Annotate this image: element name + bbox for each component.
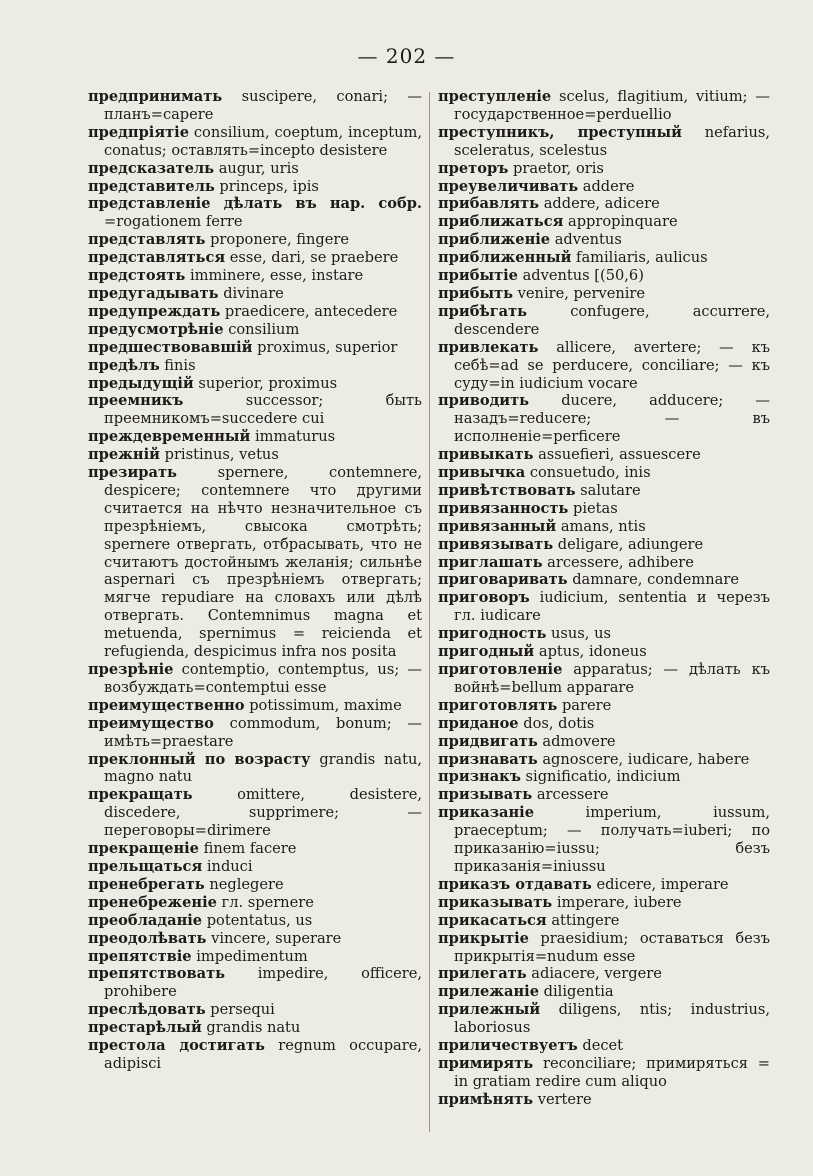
entry-headword: прикрытіе bbox=[438, 929, 529, 947]
entry-headword: приготовлять bbox=[438, 696, 558, 714]
entry-translation: induci bbox=[206, 857, 253, 875]
entry-translation: superior, proximus bbox=[198, 374, 338, 392]
dictionary-entry bbox=[88, 88, 422, 124]
dictionary-entry bbox=[88, 965, 422, 1001]
entry-translation: parere bbox=[561, 696, 612, 714]
entry-headword: преслѣдовать bbox=[88, 1001, 206, 1019]
dictionary-entry bbox=[438, 661, 770, 697]
entry-translation: admovere bbox=[542, 732, 616, 750]
dictionary-entry bbox=[88, 912, 422, 930]
entry-headword: презрѣніе bbox=[88, 661, 174, 678]
entry-translation: pietas bbox=[572, 499, 618, 517]
entry-headword: преклонный по возрасту bbox=[88, 750, 311, 768]
entry-headword: представлять bbox=[88, 231, 206, 249]
dictionary-entry bbox=[438, 965, 770, 983]
dictionary-entry bbox=[438, 912, 770, 930]
entry-translation: =rogationem ferre bbox=[104, 213, 243, 231]
entry-headword: приводить bbox=[438, 392, 530, 410]
entry-headword: прибыть bbox=[438, 284, 514, 302]
dictionary-entry bbox=[88, 249, 422, 267]
dictionary-entry bbox=[88, 1019, 422, 1037]
dictionary-entry bbox=[438, 697, 770, 715]
entry-headword: привѣтствовать bbox=[438, 481, 576, 499]
entry-translation: assuefieri, assuescere bbox=[538, 446, 701, 464]
entry-translation: confugere, accurrere, descendere bbox=[454, 302, 770, 338]
dictionary-entry bbox=[438, 715, 770, 733]
entry-translation: vertere bbox=[537, 1090, 592, 1108]
entry-translation: arcessere bbox=[536, 786, 609, 804]
entry-headword: преторъ bbox=[438, 159, 509, 177]
dictionary-entry bbox=[438, 213, 770, 231]
dictionary-entry bbox=[88, 661, 422, 697]
dictionary-entry bbox=[88, 195, 422, 231]
entry-headword: преувеличивать bbox=[438, 177, 579, 195]
entry-headword: привыкать bbox=[438, 446, 534, 464]
entry-translation: grandis natu bbox=[206, 1019, 301, 1037]
entry-translation: diligens, ntis; industrius, laboriosus bbox=[454, 1001, 770, 1037]
entry-translation: familiaris, aulicus bbox=[576, 249, 708, 267]
dictionary-entry bbox=[438, 751, 770, 769]
entry-translation: arcessere, adhibere bbox=[547, 553, 694, 571]
entry-headword: престарѣлый bbox=[88, 1019, 202, 1037]
entry-headword: пригодность bbox=[438, 625, 547, 643]
entry-headword: привязывать bbox=[438, 535, 554, 553]
entry-headword: признавать bbox=[438, 750, 538, 768]
entry-headword: предпринимать bbox=[88, 88, 223, 105]
dictionary-entry bbox=[438, 643, 770, 661]
entry-translation: salutare bbox=[580, 481, 641, 499]
entry-headword: приближеніе bbox=[438, 231, 551, 249]
dictionary-entry bbox=[438, 160, 770, 178]
entry-translation: damnare, condemnare bbox=[572, 571, 739, 589]
entry-translation: finis bbox=[164, 356, 196, 374]
entry-headword: предстоять bbox=[88, 267, 186, 285]
entry-translation: regnum occupare, adipisci bbox=[104, 1037, 422, 1072]
entry-translation: agnoscere, iudicare, habere bbox=[542, 750, 750, 768]
dictionary-entry bbox=[438, 482, 770, 500]
dictionary-entry bbox=[438, 804, 770, 876]
entry-translation: iudicium, sententia и черезъ гл. iudicare bbox=[454, 589, 771, 625]
page-number: — 202 — bbox=[357, 44, 456, 68]
entry-translation: esse, dari, se praebere bbox=[229, 249, 399, 267]
entry-headword: препятствовать bbox=[88, 965, 226, 983]
entry-headword: престола достигать bbox=[88, 1037, 265, 1055]
entry-headword: представленіе дѣлать въ нар. собр. bbox=[88, 195, 422, 213]
dictionary-entry bbox=[438, 1001, 770, 1037]
dictionary-entry bbox=[438, 285, 770, 303]
entry-headword: прилежаніе bbox=[438, 983, 539, 1001]
dictionary-entry bbox=[88, 392, 422, 428]
dictionary-entry bbox=[438, 786, 770, 804]
entry-headword: представитель bbox=[88, 177, 215, 195]
entry-translation: decet bbox=[582, 1037, 624, 1055]
dictionary-entry bbox=[438, 339, 770, 393]
entry-headword: прибытіе bbox=[438, 267, 518, 285]
dictionary-entry bbox=[438, 518, 770, 536]
entry-headword: преодолѣвать bbox=[88, 929, 207, 947]
entry-translation: consilium, coeptum, inceptum, conatus; оставлять=incepto desistere bbox=[104, 123, 422, 159]
entry-translation: attingere bbox=[551, 911, 620, 929]
entry-translation: nefarius, sceleratus, scelestus bbox=[454, 123, 770, 159]
entry-headword: предшествовавшій bbox=[88, 338, 253, 356]
entry-translation: pristinus, vetus bbox=[164, 446, 279, 464]
entry-translation: scelus, flagitium, vitium; — государственное=perduellio bbox=[454, 88, 770, 123]
entry-headword: привязанный bbox=[438, 517, 557, 535]
dictionary-entry bbox=[88, 160, 422, 178]
entry-translation: imperium, iussum, praeceptum; — получать=iuberi; по приказанію=iussu; безъ приказанія=iniussu bbox=[454, 804, 770, 875]
left-column bbox=[88, 88, 422, 1073]
entry-headword: приговаривать bbox=[438, 571, 568, 589]
entry-translation: deligare, adiungere bbox=[557, 535, 704, 553]
dictionary-entry bbox=[438, 267, 770, 285]
dictionary-entry bbox=[438, 1055, 770, 1091]
entry-translation: omittere, desistere, discedere, supprimere; — переговоры=dirimere bbox=[104, 786, 422, 840]
dictionary-entry bbox=[88, 124, 422, 160]
entry-translation: dos, dotis bbox=[523, 714, 595, 732]
entry-translation: adiacere, vergere bbox=[531, 965, 662, 983]
entry-headword: предугадывать bbox=[88, 284, 219, 302]
dictionary-entry bbox=[438, 178, 770, 196]
entry-headword: примирять bbox=[438, 1054, 534, 1072]
entry-translation: persequi bbox=[210, 1001, 275, 1019]
entry-translation: consilium bbox=[228, 320, 300, 338]
dictionary-entry bbox=[438, 392, 770, 446]
dictionary-entry bbox=[88, 267, 422, 285]
entry-translation: appropinquare bbox=[568, 213, 678, 231]
dictionary-entry bbox=[88, 948, 422, 966]
entry-translation: ducere, adducere; — назадъ=reducere; — въ исполненіе=perficere bbox=[454, 392, 770, 446]
dictionary-entry bbox=[88, 339, 422, 357]
entry-headword: приглашать bbox=[438, 553, 543, 571]
entry-translation: significatio, indicium bbox=[525, 768, 681, 786]
dictionary-entry bbox=[88, 894, 422, 912]
entry-headword: прилегать bbox=[438, 965, 527, 983]
entry-headword: пренебреженіе bbox=[88, 893, 217, 911]
dictionary-entry bbox=[438, 589, 770, 625]
entry-headword: прикасаться bbox=[438, 911, 547, 929]
dictionary-entry bbox=[88, 303, 422, 321]
entry-headword: прекращеніе bbox=[88, 840, 199, 858]
dictionary-entry bbox=[88, 876, 422, 894]
entry-translation: praesidium; оставаться безъ прикрытія=nudum esse bbox=[454, 929, 770, 965]
entry-headword: приличествуетъ bbox=[438, 1037, 578, 1055]
entry-translation: aptus, idoneus bbox=[538, 643, 647, 661]
dictionary-entry bbox=[88, 375, 422, 393]
entry-headword: пригодный bbox=[438, 643, 535, 661]
entry-headword: прекращать bbox=[88, 786, 193, 804]
entry-translation: reconciliare; примиряться = in gratiam redire cum aliquo bbox=[454, 1054, 770, 1090]
dictionary-entry bbox=[88, 178, 422, 196]
entry-translation: augur, uris bbox=[218, 159, 299, 177]
dictionary-entry bbox=[88, 464, 422, 661]
entry-headword: преступникъ, преступный bbox=[438, 123, 682, 141]
entry-translation: impedimentum bbox=[196, 947, 308, 965]
entry-headword: препятствіе bbox=[88, 947, 192, 965]
entry-headword: приговоръ bbox=[438, 589, 530, 607]
dictionary-entry bbox=[438, 554, 770, 572]
entry-headword: примѣнять bbox=[438, 1090, 534, 1108]
dictionary-entry bbox=[438, 446, 770, 464]
dictionary-entry bbox=[438, 625, 770, 643]
dictionary-entry bbox=[438, 894, 770, 912]
entry-headword: предусмотрѣніе bbox=[88, 320, 224, 338]
entry-headword: предпріятіе bbox=[88, 123, 189, 141]
entry-headword: преимущество bbox=[88, 714, 214, 732]
entry-translation: spernere, contemnere, despicere; contemnere что другими считается на нѣчто незначительное съ презрѣніемъ, свысока смотрѣть; spernere отвергать, отбрасывать, что не считаютъ достойнымъ желанія; сильнѣе aspernari съ презрѣніемъ отвергать; мягче repudiare на словахъ или дѣлѣ отвергать. Contemnimus magna et metuenda, spernimus = reicienda et refugienda, despicimus infra nos posita bbox=[104, 464, 423, 661]
entry-headword: преступленіе bbox=[438, 88, 552, 105]
column-divider bbox=[429, 92, 430, 1132]
entry-headword: приданое bbox=[438, 714, 519, 732]
entry-translation: addere bbox=[582, 177, 635, 195]
entry-headword: презирать bbox=[88, 464, 177, 482]
entry-translation: suscipere, conari; — планъ=capere bbox=[104, 88, 422, 123]
dictionary-entry bbox=[438, 124, 770, 160]
entry-translation: consuetudo, inis bbox=[529, 464, 651, 482]
dictionary-entry bbox=[438, 1091, 770, 1109]
entry-headword: прилежный bbox=[438, 1001, 541, 1019]
entry-headword: призывать bbox=[438, 786, 533, 804]
entry-translation: usus, us bbox=[551, 625, 611, 643]
dictionary-entry bbox=[438, 571, 770, 589]
entry-translation: divinare bbox=[223, 284, 284, 302]
dictionary-entry bbox=[88, 858, 422, 876]
dictionary-entry bbox=[88, 321, 422, 339]
entry-translation: potentatus, us bbox=[206, 911, 313, 929]
entry-translation: venire, pervenire bbox=[517, 284, 646, 302]
entry-translation: edicere, imperare bbox=[596, 875, 729, 893]
entry-headword: предѣлъ bbox=[88, 356, 160, 374]
entry-headword: предупреждать bbox=[88, 302, 221, 320]
entry-headword: привычка bbox=[438, 464, 526, 482]
dictionary-entry bbox=[438, 88, 770, 124]
entry-headword: предсказатель bbox=[88, 159, 215, 177]
entry-translation: imminere, esse, instare bbox=[189, 267, 364, 285]
dictionary-entry bbox=[438, 1037, 770, 1055]
entry-translation: allicere, avertere; — къ себѣ=ad se perducere, conciliare; — къ суду=in iudicium vocare bbox=[454, 338, 771, 392]
entry-headword: преобладаніе bbox=[88, 911, 203, 929]
dictionary-entry bbox=[88, 840, 422, 858]
entry-translation: adventus [(50,6) bbox=[522, 267, 644, 285]
dictionary-entry bbox=[438, 231, 770, 249]
dictionary-entry bbox=[438, 500, 770, 518]
entry-headword: привлекать bbox=[438, 338, 539, 356]
entry-headword: признакъ bbox=[438, 768, 521, 786]
entry-translation: гл. spernere bbox=[221, 893, 314, 911]
dictionary-entry bbox=[438, 249, 770, 267]
entry-headword: прибавлять bbox=[438, 195, 540, 213]
dictionary-entry bbox=[88, 428, 422, 446]
entry-translation: diligentia bbox=[543, 983, 614, 1001]
dictionary-entry bbox=[438, 464, 770, 482]
dictionary-entry bbox=[88, 1037, 422, 1073]
dictionary-entry bbox=[88, 285, 422, 303]
entry-translation: imperare, iubere bbox=[556, 893, 682, 911]
entry-headword: преждевременный bbox=[88, 428, 251, 446]
entry-translation: princeps, ipis bbox=[219, 177, 319, 195]
entry-translation: successor; быть преемникомъ=succedere cui bbox=[104, 392, 423, 428]
entry-translation: addere, adicere bbox=[543, 195, 660, 213]
entry-headword: представляться bbox=[88, 249, 226, 267]
dictionary-entry bbox=[438, 733, 770, 751]
dictionary-entry bbox=[438, 195, 770, 213]
entry-headword: приближенный bbox=[438, 249, 572, 267]
entry-translation: immaturus bbox=[254, 428, 336, 446]
entry-translation: contemptio, contemptus, us; — возбуждать=contemptui esse bbox=[104, 661, 423, 696]
entry-headword: придвигать bbox=[438, 732, 538, 750]
entry-headword: приближаться bbox=[438, 213, 564, 231]
entry-headword: предыдущій bbox=[88, 374, 194, 392]
entry-headword: преемникъ bbox=[88, 392, 184, 410]
dictionary-entry bbox=[88, 697, 422, 715]
entry-translation: adventus bbox=[554, 231, 622, 249]
entry-headword: прежній bbox=[88, 446, 160, 464]
dictionary-entry bbox=[88, 751, 422, 787]
entry-translation: potissimum, maxime bbox=[249, 696, 402, 714]
entry-translation: impedire, officere, prohibere bbox=[104, 965, 422, 1001]
dictionary-entry bbox=[88, 930, 422, 948]
dictionary-entry bbox=[88, 446, 422, 464]
entry-headword: приготовленіе bbox=[438, 661, 563, 678]
dictionary-entry bbox=[88, 1001, 422, 1019]
dictionary-entry bbox=[438, 930, 770, 966]
dictionary-entry bbox=[88, 715, 422, 751]
dictionary-entry bbox=[438, 876, 770, 894]
entry-headword: пренебрегать bbox=[88, 875, 205, 893]
dictionary-entry bbox=[438, 983, 770, 1001]
entry-headword: приказъ отдавать bbox=[438, 875, 592, 893]
entry-headword: приказаніе bbox=[438, 804, 534, 822]
entry-headword: прибѣгать bbox=[438, 302, 528, 320]
entry-headword: приказывать bbox=[438, 893, 553, 911]
dictionary-entry bbox=[88, 786, 422, 840]
entry-translation: praedicere, antecedere bbox=[224, 302, 398, 320]
entry-headword: преимущественно bbox=[88, 696, 245, 714]
entry-translation: proponere, fingere bbox=[210, 231, 349, 249]
right-column bbox=[438, 88, 770, 1109]
entry-translation: praetor, oris bbox=[513, 159, 604, 177]
dictionary-entry bbox=[438, 303, 770, 339]
dictionary-entry bbox=[88, 231, 422, 249]
dictionary-entry bbox=[88, 357, 422, 375]
entry-translation: proximus, superior bbox=[257, 338, 398, 356]
entry-translation: neglegere bbox=[209, 875, 284, 893]
entry-headword: прельщаться bbox=[88, 857, 203, 875]
entry-translation: apparatus; — дѣлать къ войнѣ=bellum apparare bbox=[454, 661, 771, 696]
entry-translation: amans, ntis bbox=[560, 517, 646, 535]
entry-translation: grandis natu, magno natu bbox=[104, 750, 423, 786]
entry-translation: commodum, bonum; — имѣть=praestare bbox=[104, 714, 423, 750]
entry-translation: finem facere bbox=[203, 840, 297, 858]
entry-headword: привязанность bbox=[438, 499, 569, 517]
dictionary-entry bbox=[438, 536, 770, 554]
dictionary-entry bbox=[438, 768, 770, 786]
entry-translation: vincere, superare bbox=[211, 929, 342, 947]
